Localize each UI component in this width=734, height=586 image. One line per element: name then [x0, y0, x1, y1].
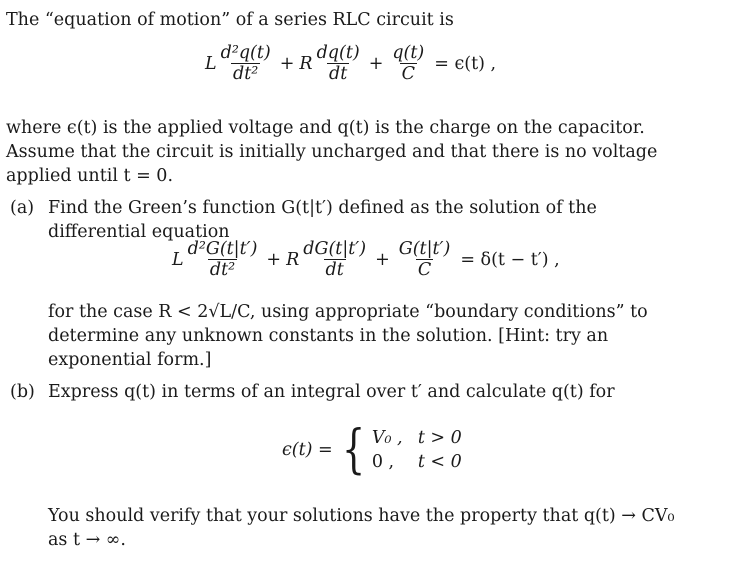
part-a-conditions-text: for the case R < 2√L/C, using appropriate “boundary conditions” to determine any unknown constants in the solution. [Hint: try an exponential form.] — [48, 302, 648, 370]
closing-text: You should verify that your solutions have the property that q(t) → CV₀ as t → ∞. — [48, 506, 675, 550]
eq1-L: L — [205, 54, 217, 74]
piecewise-cases: V₀ , t > 0 0 , t < 0 — [371, 428, 462, 472]
part-a-label: (a) — [10, 198, 35, 218]
intro-text: The “equation of motion” of a series RLC circuit is — [6, 10, 454, 30]
eq2-frac-first-derivative: $\frac{dG(t|t')}{dt}$ — [303, 239, 367, 280]
left-brace: { — [341, 420, 365, 480]
equation-of-motion: L $\frac{\text{d²q(t)}}{\text{dt²}}$ + R $\frac{dq(t)}{dt}$ + $\frac{q(t)}{C}$ = ϵ(t) , — [205, 43, 497, 84]
eq2-frac-second-derivative: $\frac{\text{d²G(t|t′)}}{\text{dt²}}$ — [187, 239, 258, 280]
greens-function-equation: L $\frac{\text{d²G(t|t′)}}{\text{dt²}}$ + R $\frac{dG(t|t')}{dt}$ + $\frac{G(t|t')}{C}$ = δ(t − t′) , — [172, 239, 560, 280]
part-a-text: Find the Green’s function G(t|t′) defined as the solution of the differential equation — [48, 198, 597, 242]
part-b-text: Express q(t) in terms of an integral over t′ and calculate q(t) for — [48, 382, 615, 402]
eq2-frac-greens: $\frac{G(t|t')}{C}$ — [398, 239, 451, 280]
eq1-frac-second-derivative: $\frac{\text{d²q(t)}}{\text{dt²}}$ — [220, 43, 271, 84]
eq1-frac-first-derivative: $\frac{dq(t)}{dt}$ — [316, 43, 360, 84]
where-text: where ϵ(t) is the applied voltage and q(t) is the charge on the capacitor. Assume that the circuit is initially uncharged and that there is no voltage applied until t = 0. — [6, 118, 658, 186]
voltage-piecewise-equation: ϵ(t) = { V₀ , t > 0 0 , t < 0 — [282, 420, 462, 480]
part-b-label: (b) — [10, 382, 35, 402]
eq1-frac-charge: $\frac{q(t)}{C}$ — [392, 43, 425, 84]
